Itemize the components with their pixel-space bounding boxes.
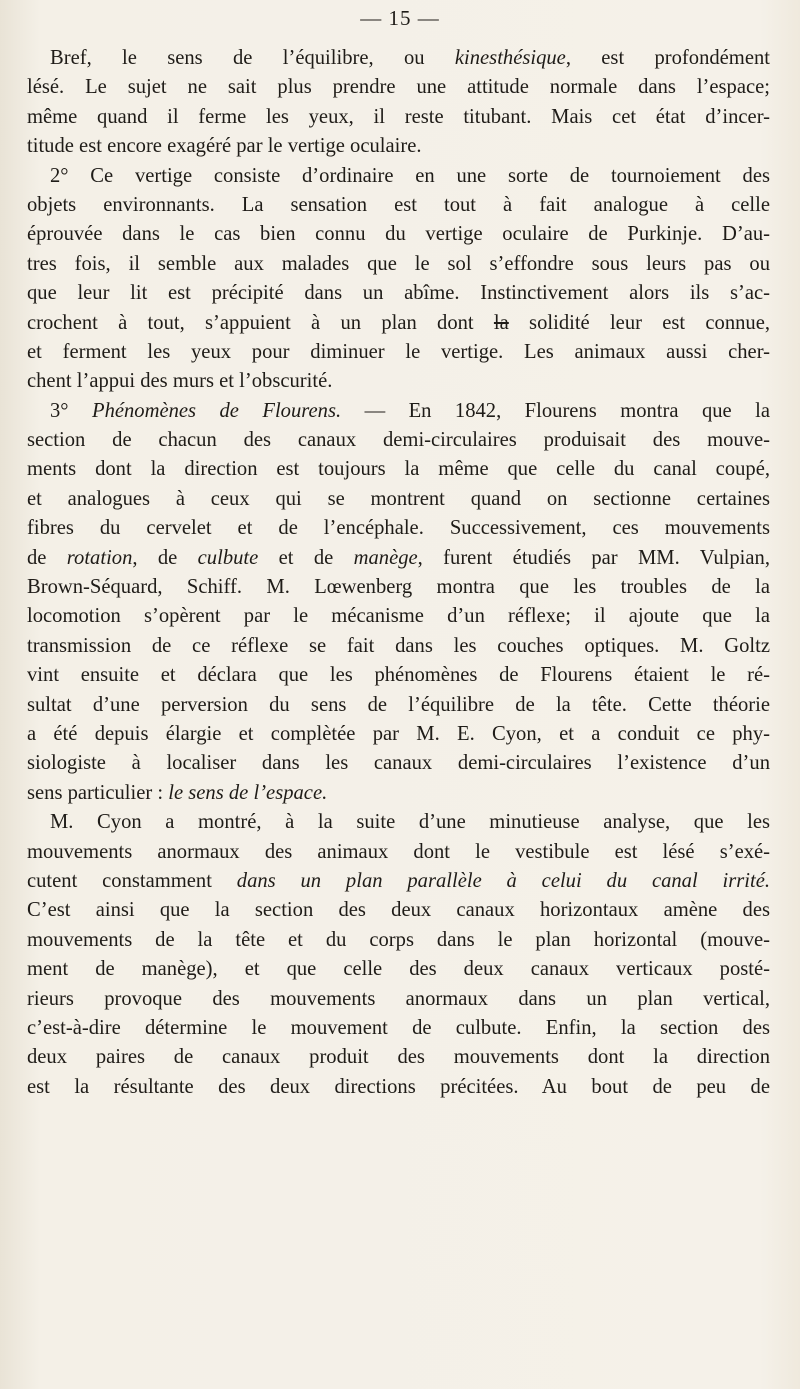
text-run: cutent constamment: [27, 869, 237, 892]
text-run: et analogues à ceux qui se montrent quand on sectionne certaines: [27, 487, 770, 510]
text-run: Bref, le sens de l’équilibre, ou: [50, 47, 455, 69]
text-run: crochent à tout, s’appuient à un plan dont: [27, 311, 494, 334]
text-run: a été depuis élargie et complètée par M. E. Cyon, et a conduit ce phy-: [27, 722, 770, 745]
text-run: de: [27, 546, 67, 569]
text-line: [27, 779, 770, 808]
text-line: [27, 397, 770, 426]
text-run: , est profondément: [565, 47, 770, 69]
text-run: , de: [132, 546, 198, 569]
text-line: [27, 602, 770, 631]
text-run: rieurs provoque des mouvements anormaux dans un plan vertical,: [27, 987, 770, 1010]
text-line: [27, 132, 770, 161]
text-run: et de: [258, 546, 354, 569]
text-run: éprouvée dans le cas bien connu du vertige oculaire de Purkinje. D’au-: [27, 223, 770, 246]
text-run: M. Cyon a montré, à la suite d’une minutieuse analyse, que les: [50, 811, 770, 834]
text-run: — En 1842, Flourens montra que la: [341, 399, 770, 422]
italic-text: culbute: [197, 546, 259, 569]
text-line: [27, 485, 770, 514]
text-run: ment de manège), et que celle des deux canaux verticaux posté-: [27, 958, 770, 981]
page-body-text: [27, 44, 770, 1102]
italic-text: rotation: [66, 546, 133, 569]
text-line: [27, 867, 770, 896]
italic-text: Phénomènes de Flourens.: [91, 399, 342, 422]
page-number: — 15 —: [360, 6, 440, 30]
text-line: [27, 632, 770, 661]
text-run: que leur lit est précipité dans un abîme. Instinctivement alors ils s’ac-: [27, 282, 770, 305]
text-line: [27, 514, 770, 543]
text-line: [27, 44, 770, 73]
text-line: [27, 103, 770, 132]
text-run: c’est-à-dire détermine le mouvement de culbute. Enfin, la section des: [27, 1016, 770, 1039]
italic-text: dans un plan parallèle à celui du canal irrité.: [236, 869, 770, 892]
text-run: vint ensuite et déclara que les phénomènes de Flourens étaient le ré-: [27, 664, 770, 687]
text-line: [27, 250, 770, 279]
text-line: [27, 749, 770, 778]
text-run: C’est ainsi que la section des deux canaux horizontaux amène des: [27, 899, 770, 922]
text-line: [27, 455, 770, 484]
text-run: section de chacun des canaux demi-circulaires produisait des mouve-: [27, 429, 770, 452]
text-run: sultat d’une perversion du sens de l’équilibre de la tête. Cette théorie: [27, 693, 770, 716]
text-line: [27, 691, 770, 720]
text-line: [27, 926, 770, 955]
text-line: [27, 367, 770, 396]
italic-text: kinesthésique: [454, 47, 566, 69]
text-line: [27, 1043, 770, 1072]
text-line: [27, 573, 770, 602]
text-line: [27, 191, 770, 220]
text-line: [27, 544, 770, 573]
text-line: [27, 162, 770, 191]
text-line: [27, 985, 770, 1014]
text-line: [27, 808, 770, 837]
text-line: [27, 1073, 770, 1102]
text-run: objets environnants. La sensation est tout à fait analogue à celle: [27, 193, 770, 216]
text-run: lésé. Le sujet ne sait plus prendre une attitude normale dans l’espace;: [27, 76, 770, 99]
text-run: sens particulier :: [27, 781, 169, 804]
text-run: Brown-Séquard, Schiff. M. Lœwenberg montra que les troubles de la: [27, 576, 770, 599]
text-run: mouvements de la tête et du corps dans le plan horizontal (mouve-: [27, 928, 770, 951]
text-run: 3°: [50, 399, 92, 422]
text-run: , furent étudiés par MM. Vulpian,: [417, 546, 770, 569]
text-run: tres fois, il semble aux malades que le sol s’effondre sous leurs pas ou: [27, 252, 770, 275]
text-run: 2° Ce vertige consiste d’ordinaire en une sorte de tournoiement des: [50, 164, 770, 187]
text-run: est la résultante des deux directions précitées. Au bout de peu de: [27, 1075, 770, 1098]
text-line: [27, 338, 770, 367]
struck-text: la: [493, 311, 509, 334]
text-line: [27, 720, 770, 749]
text-line: [27, 955, 770, 984]
text-line: [27, 279, 770, 308]
text-run: siologiste à localiser dans les canaux demi-circulaires l’existence d’un: [27, 752, 770, 775]
text-line: [27, 896, 770, 925]
text-line: [27, 838, 770, 867]
text-run: ments dont la direction est toujours la même que celle du canal coupé,: [27, 458, 770, 481]
text-run: chent l’appui des murs et l’obscurité.: [27, 370, 333, 393]
text-run: même quand il ferme les yeux, il reste titubant. Mais cet état d’incer-: [27, 105, 770, 128]
text-line: [27, 73, 770, 102]
text-line: [27, 309, 770, 338]
text-run: transmission de ce réflexe se fait dans les couches optiques. M. Goltz: [27, 634, 770, 657]
text-run: deux paires de canaux produit des mouvements dont la direction: [27, 1046, 770, 1069]
text-line: [27, 661, 770, 690]
text-run: fibres du cervelet et de l’encéphale. Successivement, ces mouvements: [27, 517, 770, 540]
text-run: solidité leur est connue,: [508, 311, 770, 334]
text-run: locomotion s’opèrent par le mécanisme d’un réflexe; il ajoute que la: [27, 605, 770, 628]
italic-text: manège: [353, 546, 418, 569]
text-line: [27, 1014, 770, 1043]
italic-text: le sens de l’espace.: [168, 781, 328, 804]
text-line: [27, 426, 770, 455]
text-run: titude est encore exagéré par le vertige oculaire.: [27, 135, 422, 158]
text-run: et ferment les yeux pour diminuer le vertige. Les animaux aussi cher-: [27, 340, 770, 363]
text-run: mouvements anormaux des animaux dont le vestibule est lésé s’exé-: [27, 840, 770, 863]
text-line: [27, 220, 770, 249]
